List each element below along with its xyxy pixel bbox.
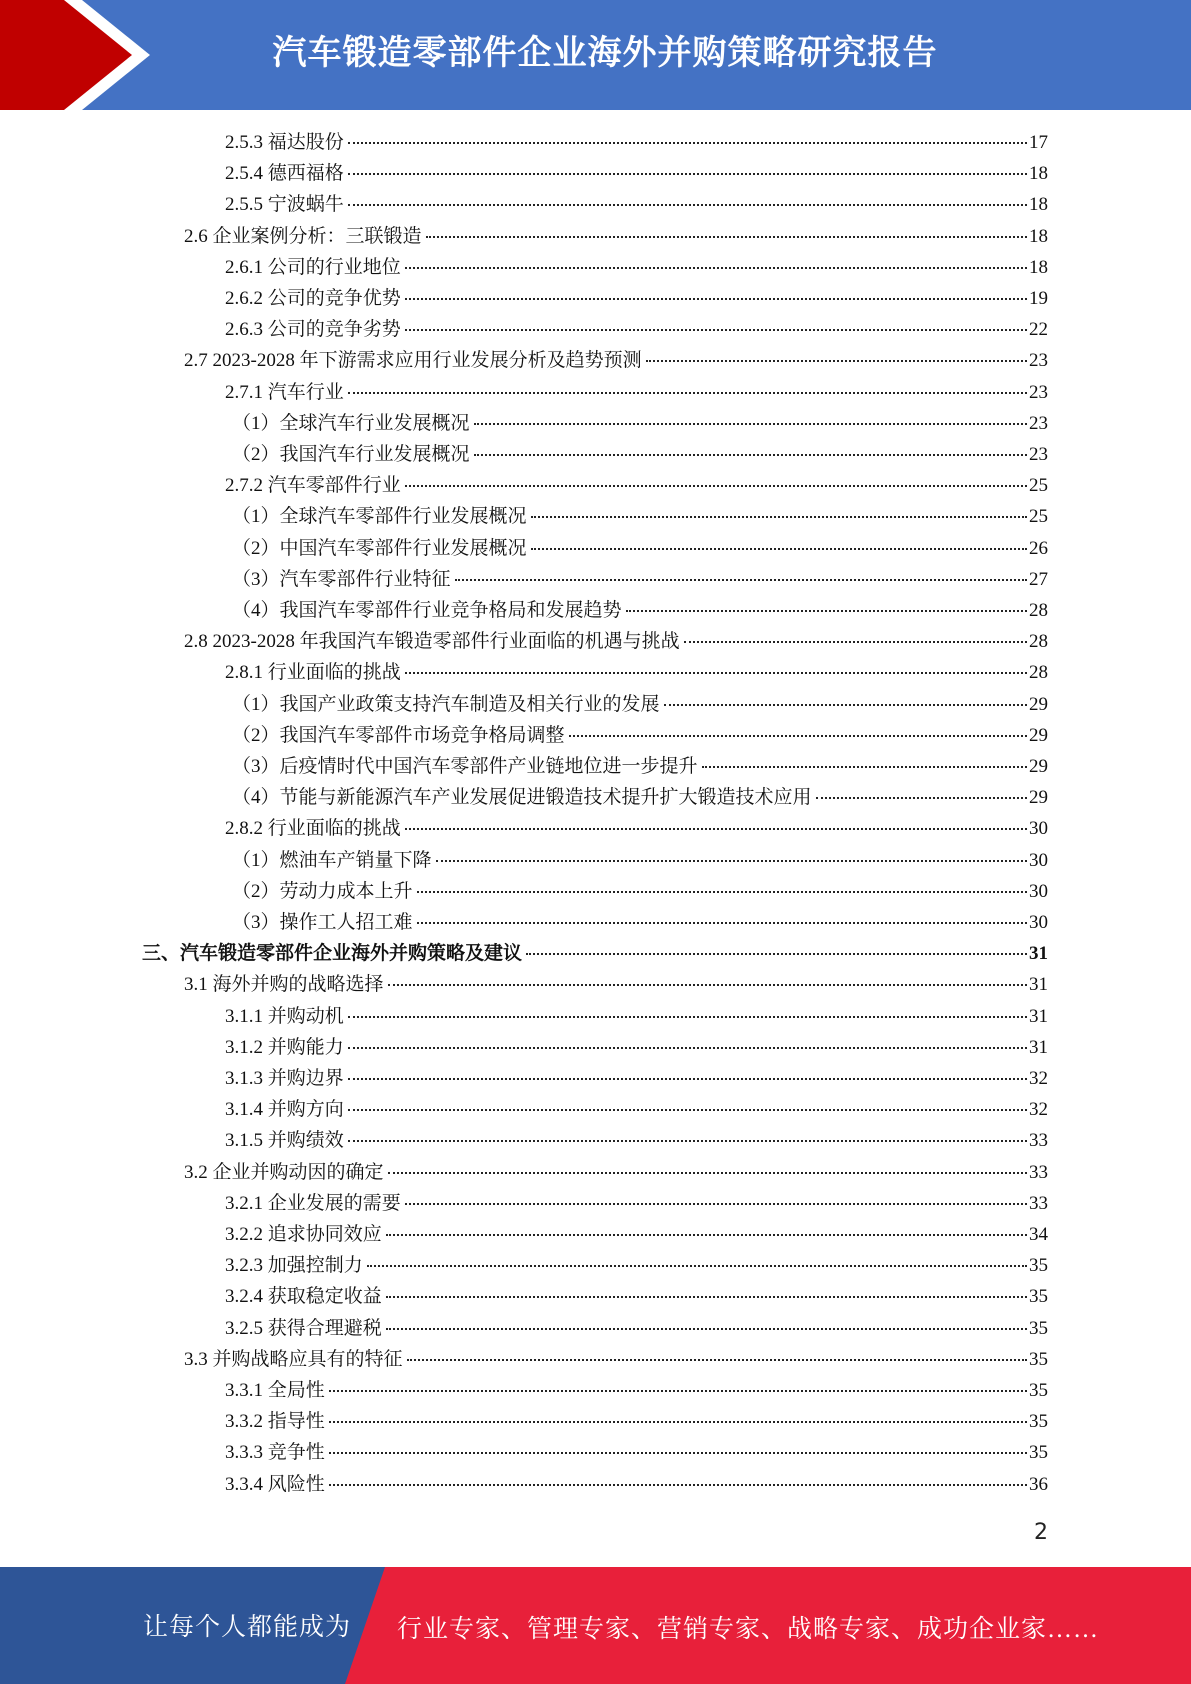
toc-entry-page: 35 — [1029, 1286, 1048, 1308]
toc-entry-page: 29 — [1029, 724, 1048, 746]
toc-entry[interactable] — [232, 720, 1048, 751]
toc-entry-label: （1）全球汽车零部件行业发展概况 — [232, 506, 527, 528]
toc-entry-label: 3.3.2 指导性 — [225, 1411, 325, 1433]
toc-dot-leader — [388, 984, 1027, 986]
toc-entry-label: 2.7.1 汽车行业 — [225, 381, 344, 403]
toc-entry-label: （3）后疫情时代中国汽车零部件产业链地位进一步提升 — [232, 756, 698, 777]
toc-entry-page: 31 — [1029, 943, 1048, 965]
toc-entry[interactable] — [225, 283, 1048, 314]
toc-entry-page: 23 — [1029, 412, 1048, 434]
toc-entry-page: 31 — [1029, 1005, 1048, 1027]
toc-entry-page: 22 — [1029, 319, 1048, 341]
toc-dot-leader — [405, 267, 1027, 269]
toc-entry[interactable] — [184, 1344, 1048, 1375]
toc-entry[interactable] — [232, 439, 1048, 470]
toc-dot-leader — [348, 1016, 1027, 1018]
toc-entry-page: 27 — [1029, 568, 1048, 590]
toc-entry-page: 35 — [1029, 1411, 1048, 1433]
toc-entry-label: （3）汽车零部件行业特征 — [232, 568, 451, 590]
toc-entry[interactable] — [225, 1125, 1048, 1156]
toc-entry[interactable] — [184, 626, 1048, 657]
toc-entry-page: 32 — [1029, 1099, 1048, 1121]
toc-entry-page: 34 — [1029, 1224, 1048, 1245]
toc-entry-label: 3.1.3 并购边界 — [225, 1068, 344, 1089]
toc-entry-page: 30 — [1029, 849, 1048, 871]
toc-entry[interactable] — [225, 158, 1048, 189]
toc-entry[interactable] — [225, 1375, 1048, 1406]
toc-dot-leader — [386, 1234, 1027, 1236]
toc-dot-leader — [348, 204, 1027, 206]
toc-entry-label: （2）我国汽车行业发展概况 — [232, 444, 470, 465]
toc-dot-leader — [405, 485, 1027, 487]
header-banner — [0, 0, 1191, 110]
toc-entry-label: （4）我国汽车零部件行业竞争格局和发展趋势 — [232, 600, 622, 621]
toc-entry-label: 2.7 2023-2028 年下游需求应用行业发展分析及趋势预测 — [184, 350, 642, 372]
toc-entry-page: 35 — [1029, 1255, 1048, 1277]
toc-entry[interactable] — [225, 377, 1048, 408]
toc-dot-leader — [646, 360, 1027, 362]
toc-entry-page: 28 — [1029, 631, 1048, 653]
toc-entry[interactable] — [232, 533, 1048, 564]
toc-dot-leader — [531, 548, 1027, 550]
toc-entry-page: 35 — [1029, 1348, 1048, 1370]
toc-entry-label: 3.2.3 加强控制力 — [225, 1255, 363, 1277]
toc-entry[interactable] — [225, 1313, 1048, 1344]
toc-entry-label: 2.6.2 公司的竞争优势 — [225, 288, 401, 309]
toc-entry-label: （1）燃油车产销量下降 — [232, 849, 432, 871]
toc-entry-page: 31 — [1029, 1036, 1048, 1058]
toc-entry[interactable] — [225, 252, 1048, 283]
toc-entry-label: 2.6.1 公司的行业地位 — [225, 256, 401, 278]
toc-entry-label: 3.2.2 追求协同效应 — [225, 1224, 382, 1245]
toc-entry[interactable] — [225, 1406, 1048, 1437]
report-title: 汽车锻造零部件企业海外并购策略研究报告 — [272, 33, 938, 73]
toc-entry[interactable] — [225, 1032, 1048, 1063]
toc-entry[interactable] — [184, 345, 1048, 376]
toc-entry-page: 25 — [1029, 506, 1048, 528]
toc-entry-label: （3）操作工人招工难 — [232, 912, 413, 933]
toc-dot-leader — [329, 1390, 1027, 1392]
toc-dot-leader — [367, 1265, 1027, 1267]
toc-entry[interactable] — [225, 1469, 1048, 1500]
toc-entry[interactable] — [232, 564, 1048, 595]
toc-entry-label: 3.3.3 竞争性 — [225, 1442, 325, 1464]
toc-entry[interactable] — [232, 876, 1048, 907]
toc-entry[interactable] — [225, 470, 1048, 501]
toc-entry[interactable] — [225, 189, 1048, 220]
toc-dot-leader — [329, 1452, 1027, 1454]
toc-entry-page: 33 — [1029, 1130, 1048, 1152]
toc-entry[interactable] — [232, 751, 1048, 782]
toc-entry-label: 3.1.5 并购绩效 — [225, 1130, 344, 1152]
toc-entry-page: 29 — [1029, 787, 1048, 809]
toc-entry[interactable] — [142, 938, 1048, 969]
toc-entry-label: 2.8.1 行业面临的挑战 — [225, 662, 401, 684]
toc-dot-leader — [386, 1328, 1027, 1330]
toc-entry-page: 23 — [1029, 381, 1048, 403]
toc-entry[interactable] — [225, 657, 1048, 688]
toc-entry-page: 26 — [1029, 537, 1048, 559]
toc-entry-label: （2）我国汽车零部件市场竞争格局调整 — [232, 724, 565, 746]
toc-entry-page: 35 — [1029, 1442, 1048, 1464]
toc-entry-label: 2.6.3 公司的竞争劣势 — [225, 319, 401, 341]
toc-dot-leader — [405, 298, 1027, 300]
toc-entry[interactable] — [225, 314, 1048, 345]
toc-dot-leader — [405, 1203, 1027, 1205]
toc-entry-page: 18 — [1029, 225, 1048, 247]
toc-dot-leader — [417, 891, 1027, 893]
toc-entry[interactable] — [232, 782, 1048, 813]
toc-dot-leader — [348, 1109, 1027, 1111]
toc-entry[interactable] — [225, 1188, 1048, 1219]
toc-dot-leader — [626, 610, 1027, 612]
toc-entry-label: （4）节能与新能源汽车产业发展促进锻造技术提升扩大锻造技术应用 — [232, 787, 812, 809]
toc-entry[interactable] — [225, 1250, 1048, 1281]
toc-dot-leader — [426, 236, 1027, 238]
toc-entry-label: 3.1.4 并购方向 — [225, 1099, 344, 1121]
toc-dot-leader — [474, 423, 1027, 425]
toc-entry-label: 3.3.4 风险性 — [225, 1473, 325, 1495]
toc-entry[interactable] — [225, 1063, 1048, 1094]
toc-entry[interactable] — [225, 1001, 1048, 1032]
toc-entry[interactable] — [225, 813, 1048, 844]
toc-dot-leader — [348, 1047, 1027, 1049]
toc-entry-page: 28 — [1029, 600, 1048, 621]
toc-entry-label: 3.3 并购战略应具有的特征 — [184, 1348, 403, 1370]
toc-entry-page: 33 — [1029, 1192, 1048, 1214]
toc-entry-label: 3.2.4 获取稳定收益 — [225, 1286, 382, 1308]
toc-entry-page: 35 — [1029, 1380, 1048, 1401]
toc-entry-label: 3.3.1 全局性 — [225, 1380, 325, 1401]
toc-dot-leader — [417, 922, 1027, 924]
toc-entry-label: 2.7.2 汽车零部件行业 — [225, 475, 401, 497]
toc-entry-label: 2.8 2023-2028 年我国汽车锻造零部件行业面临的机遇与挑战 — [184, 631, 680, 653]
toc-entry[interactable] — [184, 969, 1048, 1000]
toc-entry[interactable] — [232, 501, 1048, 532]
toc-entry-page: 18 — [1029, 163, 1048, 185]
toc-dot-leader — [684, 641, 1027, 643]
toc-entry[interactable] — [232, 595, 1048, 626]
toc-dot-leader — [569, 735, 1027, 737]
toc-dot-leader — [405, 329, 1027, 331]
toc-dot-leader — [405, 672, 1027, 674]
toc-entry-label: 3.2.1 企业发展的需要 — [225, 1192, 401, 1214]
toc-entry-page: 29 — [1029, 756, 1048, 777]
toc-entry-page: 23 — [1029, 444, 1048, 465]
toc-entry-page: 35 — [1029, 1317, 1048, 1339]
toc-entry-page: 30 — [1029, 912, 1048, 933]
toc-entry[interactable] — [225, 127, 1048, 158]
toc-entry[interactable] — [232, 907, 1048, 938]
toc-dot-leader — [329, 1421, 1027, 1423]
toc-dot-leader — [407, 1359, 1027, 1361]
toc-dot-leader — [474, 454, 1027, 456]
toc-entry-page: 23 — [1029, 350, 1048, 372]
toc-entry-page: 32 — [1029, 1068, 1048, 1089]
toc-entry-page: 18 — [1029, 256, 1048, 278]
toc-dot-leader — [405, 828, 1027, 830]
toc-dot-leader — [388, 1172, 1027, 1174]
toc-entry-page: 29 — [1029, 693, 1048, 715]
toc-entry-label: 2.6 企业案例分析：三联锻造 — [184, 225, 422, 247]
footer-banner — [0, 1567, 1191, 1684]
toc-dot-leader — [664, 704, 1027, 706]
toc-dot-leader — [816, 797, 1027, 799]
toc-entry-page: 18 — [1029, 194, 1048, 216]
toc-entry-label: 三、汽车锻造零部件企业海外并购策略及建议 — [142, 943, 523, 965]
toc-entry-page: 25 — [1029, 475, 1048, 497]
toc-dot-leader — [455, 579, 1027, 581]
page-number: 2 — [1034, 1520, 1048, 1545]
toc-dot-leader — [348, 1140, 1027, 1142]
toc-entry-label: 3.1.1 并购动机 — [225, 1005, 344, 1027]
toc-dot-leader — [526, 953, 1027, 955]
toc-entry-label: 2.5.4 德西福格 — [225, 163, 344, 185]
toc-dot-leader — [348, 173, 1027, 175]
toc-dot-leader — [386, 1296, 1027, 1298]
toc-entry-label: （1）我国产业政策支持汽车制造及相关行业的发展 — [232, 693, 660, 715]
footer-slogan-left: 让每个人都能成为 — [143, 1614, 352, 1641]
toc-entry[interactable] — [225, 1094, 1048, 1125]
toc-entry[interactable] — [225, 1437, 1048, 1468]
toc-dot-leader — [436, 860, 1027, 862]
toc-entry[interactable] — [232, 845, 1048, 876]
toc-dot-leader — [348, 142, 1027, 144]
toc-entry-label: （2）中国汽车零部件行业发展概况 — [232, 537, 527, 559]
toc-entry-label: 2.5.5 宁波蜗牛 — [225, 194, 344, 216]
toc-entry-label: （2）劳动力成本上升 — [232, 880, 413, 902]
toc-entry-page: 19 — [1029, 288, 1048, 309]
toc-entry[interactable] — [232, 689, 1048, 720]
footer-slogan-right: 行业专家、管理专家、营销专家、战略专家、成功企业家…… — [397, 1616, 1100, 1643]
toc-entry-label: （1）全球汽车行业发展概况 — [232, 412, 470, 434]
toc-entry-label: 2.8.2 行业面临的挑战 — [225, 818, 401, 840]
toc-dot-leader — [702, 766, 1027, 768]
toc-entry-page: 30 — [1029, 880, 1048, 902]
toc-entry-label: 2.5.3 福达股份 — [225, 132, 344, 153]
toc-entry-page: 36 — [1029, 1473, 1048, 1495]
toc-entry[interactable] — [225, 1219, 1048, 1250]
toc-entry-page: 33 — [1029, 1161, 1048, 1183]
toc-dot-leader — [329, 1484, 1027, 1486]
toc-entry[interactable] — [184, 1157, 1048, 1188]
toc-entry-page: 30 — [1029, 818, 1048, 840]
toc-entry[interactable] — [184, 221, 1048, 252]
toc-entry-label: 3.1 海外并购的战略选择 — [184, 974, 384, 996]
toc-dot-leader — [348, 1078, 1027, 1080]
toc-entry-page: 31 — [1029, 974, 1048, 996]
toc-dot-leader — [348, 392, 1027, 394]
toc-entry-label: 3.2.5 获得合理避税 — [225, 1317, 382, 1339]
toc-dot-leader — [531, 516, 1027, 518]
toc-entry-page: 28 — [1029, 662, 1048, 684]
toc-entry[interactable] — [232, 408, 1048, 439]
toc-entry[interactable] — [225, 1281, 1048, 1312]
toc-entry-label: 3.2 企业并购动因的确定 — [184, 1161, 384, 1183]
toc-entry-page: 17 — [1029, 132, 1048, 153]
toc-entry-label: 3.1.2 并购能力 — [225, 1036, 344, 1058]
